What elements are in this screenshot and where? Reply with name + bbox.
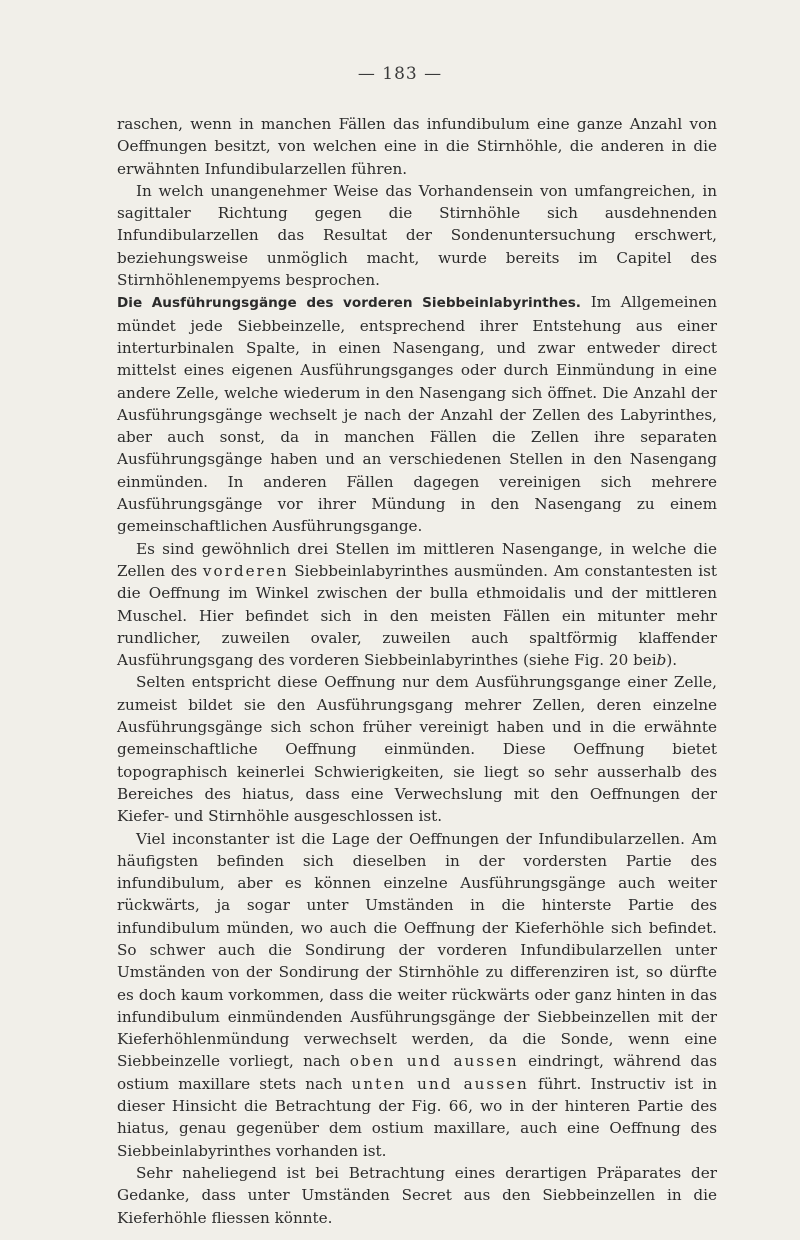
paragraph-6	[117, 828, 717, 1162]
spaced-emphasis: unten und aussen	[351, 1074, 529, 1093]
paragraph-1: raschen, wenn in manchen Fällen das infundibulum eine ganze Anzahl von Oeffnungen besitzt, von welchen eine in die Stirnhöhle, die anderen in die erwähnten Infundibularzellen führen.	[117, 115, 717, 178]
paragraph-6-text-a: Viel inconstanter ist die Lage der Oeffnungen der Infundibularzellen. Am häufigsten befinden sich dieselben in der vordersten Partie des infundibulum, aber es können einzelne Ausführungsgänge auch weiter rückwärts, ja sogar unter Umständen in die hinterste Partie des infundibulum münden, wo auch die Oeffnung der Kieferhöhle sich befindet. So schwer auch die Sondirung der vorderen Infundibularzellen unter Umständen von der Sondirung der Stirnhöhle zu differenziren ist, so dürfte es doch kaum vorkommen, dass die weiter rückwärts oder ganz hinten in das infundibulum einmündenden Ausführungsgänge der Siebbeinzellen mit der Kieferhöhlenmündung verwechselt werden, da die Sonde, wenn eine Siebbeinzelle vorliegt, nach	[117, 829, 717, 1071]
spaced-emphasis: vorderen	[202, 561, 289, 580]
spaced-emphasis: oben und aussen	[349, 1052, 519, 1071]
paragraph-4-text-c: ).	[666, 651, 678, 670]
section-run-in-heading: Die Ausführungsgänge des vorderen Siebbeinlabyrinthes.	[117, 295, 581, 312]
page-number: — 183 —	[357, 64, 443, 84]
body-text	[117, 113, 717, 1229]
figure-reference-letter: b	[656, 651, 667, 670]
paragraph-7: Sehr naheliegend ist bei Betrachtung eines derartigen Präparates der Gedanke, dass unter Umständen Secret aus den Siebbeinzellen in die Kieferhöhle fliessen könnte.	[117, 1163, 717, 1227]
paragraph-2: In welch unangenehmer Weise das Vorhandensein von umfangreichen, in sagittaler Richtung gegen die Stirnhöhle sich ausdehnenden Infundibularzellen das Resultat der Sondenuntersuchung erschwert, beziehungsweise unmöglich macht, wurde bereits im Capitel des Stirnhöhlenempyems besprochen.	[117, 181, 717, 290]
paragraph-6-text-c: führt. Instructiv ist in dieser Hinsicht die Betrachtung der Fig. 66, wo in der hinteren Partie des hiatus, genau gegenüber dem ostium maxillare, auch eine Oeffnung des Siebbeinlabyrinthes vorhanden ist.	[117, 1074, 717, 1160]
paragraph-3-text: Im Allgemeinen mündet jede Siebbeinzelle, entsprechend ihrer Entstehung aus einer interturbinalen Spalte, in einen Nasengang, und zwar entweder direct mittelst eines eigenen Ausführungsganges oder durch Einmündung in eine andere Zelle, welche wiederum in den Nasengang sich öffnet. Die Anzahl der Ausführungsgänge wechselt je nach der Anzahl der Zellen des Labyrinthes, aber auch sonst, da in manchen Fällen die Zellen ihre separaten Ausführungsgänge haben und an verschiedenen Stellen in den Nasengang einmünden. In anderen Fällen dagegen vereinigen sich mehrere Ausführungsgänge vor ihrer Mündung in den Nasengang zu einem gemeinschaftlichen Ausführungsgange.	[117, 293, 718, 536]
paragraph-3	[117, 291, 717, 537]
paragraph-4-text-b: Siebbeinlabyrinthes ausmünden. Am constantesten ist die Oeffnung im Winkel zwischen der bulla ethmoidalis und der mittleren Muschel. Hier befindet sich in den meisten Fällen ein mitunter mehr rundlicher, zuweilen ovaler, zuweilen auch spaltförmig klaffender Ausführungsgang des vorderen Siebbeinlabyrinthes (siehe Fig. 20 bei	[117, 561, 718, 670]
paragraph-4-text-a: Es sind gewöhnlich drei Stellen im mittleren Nasengange, in welche die Zellen des	[117, 539, 717, 580]
paragraph-4	[117, 538, 717, 672]
paragraph-5: Selten entspricht diese Oeffnung nur dem Ausführungsgange einer Zelle, zumeist bildet sie den Ausführungsgang mehrer Zellen, deren einzelne Ausführungsgänge sich schon früher vereinigt haben und in die erwähnte gemeinschaftliche Oeffnung einmünden. Diese Oeffnung bietet topographisch keinerlei Schwierigkeiten, sie liegt so sehr ausserhalb des Bereiches des hiatus, dass eine Verwechslung mit den Oeffnungen der Kiefer- und Stirnhöhle ausgeschlossen ist.	[117, 673, 717, 826]
paragraph-6-text-b: eindringt, während das ostium maxillare stets nach	[117, 1052, 717, 1093]
